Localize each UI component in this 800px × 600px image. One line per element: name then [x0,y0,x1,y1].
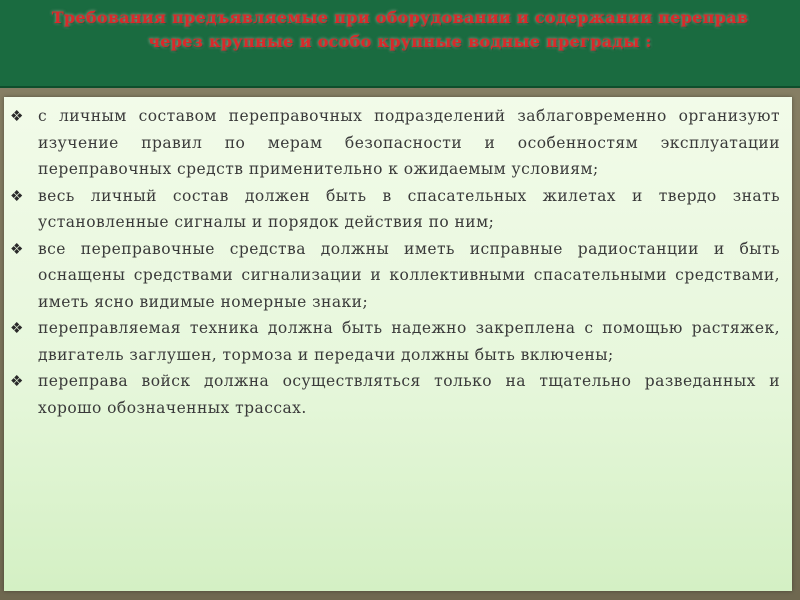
bullet-item [8,103,780,183]
diamond-cross-bullet-icon: ❖ [10,319,24,337]
bullet-text: переправа войск должна осуществляться только на тщательно разведанных и хорошо обозначенных трассах. [38,372,780,417]
bullet-item [8,236,780,316]
bullet-list [4,97,792,421]
slide-title: Требования предъявляемые при оборудовании и содержании переправ через крупные и особо крупные водные преграды : [51,8,749,51]
bullet-text: переправляемая техника должна быть надежно закреплена с помощью растяжек, двигатель заглушен, тормоза и передачи должны быть включены; [38,319,780,364]
bullet-text: все переправочные средства должны иметь исправные радиостанции и быть оснащены средствами сигнализации и коллективными спасательными средствами, иметь ясно видимые номерные знаки; [38,239,780,311]
bullet-item [8,315,780,368]
bullet-text: весь личный состав должен быть в спасательных жилетах и твердо знать установленные сигналы и порядок действия по ним; [38,186,780,231]
diamond-cross-bullet-icon: ❖ [10,186,24,205]
bullet-text: с личным составом переправочных подразделений заблаговременно организуют изучение правил по мерам безопасности и особенностям эксплуатации переправочных средств применительно к ожидаемым условиям; [38,107,780,178]
diamond-cross-bullet-icon: ❖ [10,107,24,125]
diamond-cross-bullet-icon: ❖ [10,239,24,258]
title-band [0,0,800,88]
content-panel [4,97,792,591]
diamond-cross-bullet-icon: ❖ [10,372,24,390]
bullet-item [8,368,780,421]
bullet-item [8,183,780,236]
